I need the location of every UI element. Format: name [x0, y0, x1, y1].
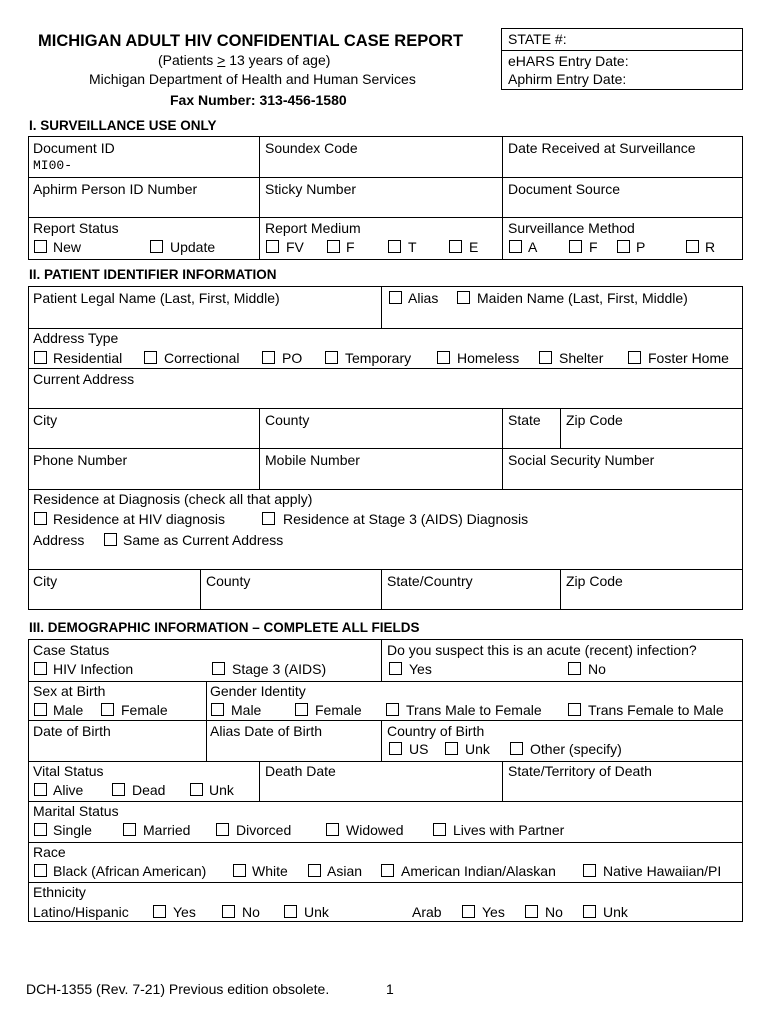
- case-status-hiv-label: HIV Infection: [53, 661, 134, 677]
- divider: [28, 328, 743, 329]
- surveillance-method-f-label: F: [589, 239, 598, 255]
- aphirm-person-id-label: Aphirm Person ID Number: [33, 181, 198, 197]
- same-as-current-address-label: Same as Current Address: [123, 532, 284, 548]
- report-medium-fv-label: FV: [286, 239, 304, 255]
- report-medium-e-label: E: [469, 239, 479, 255]
- latino-no-label: No: [242, 904, 260, 920]
- acute-no-label: No: [588, 661, 606, 677]
- divider: [28, 448, 743, 449]
- country-of-birth-label: Country of Birth: [387, 723, 485, 739]
- divider: [28, 681, 743, 682]
- birth-country-us-label: US: [409, 741, 429, 757]
- mobile-number-label: Mobile Number: [265, 452, 360, 468]
- divider: [28, 489, 743, 490]
- case-status-label: Case Status: [33, 642, 110, 658]
- divider: [28, 720, 743, 721]
- race-asian-checkbox[interactable]: [308, 864, 321, 877]
- divider: [28, 408, 743, 409]
- death-date-label: Death Date: [265, 763, 336, 779]
- divider: [502, 448, 503, 489]
- soundex-code-label: Soundex Code: [265, 140, 358, 156]
- birth-country-unk-checkbox[interactable]: [445, 742, 458, 755]
- report-status-new-label: New: [53, 239, 82, 255]
- divider: [502, 761, 503, 801]
- form-subtitle: (Patients > 13 years of age): [158, 52, 331, 68]
- divider: [381, 639, 382, 681]
- race-asian-label: Asian: [327, 863, 363, 879]
- county-label: County: [265, 412, 310, 428]
- form-footer-id: DCH-1355 (Rev. 7-21) Previous edition obsolete.: [26, 981, 330, 997]
- acute-yes-checkbox[interactable]: [389, 662, 402, 675]
- maiden-name-label: Maiden Name (Last, First, Middle): [477, 290, 688, 306]
- divider: [28, 177, 743, 178]
- address-type-residential-label: Residential: [53, 350, 123, 366]
- vital-unk-checkbox[interactable]: [190, 783, 203, 796]
- address-type-homeless-label: Homeless: [457, 350, 520, 366]
- sex-male-label: Male: [53, 702, 84, 718]
- divider: [28, 801, 743, 802]
- latino-unk-label: Unk: [304, 904, 329, 920]
- divider: [259, 448, 260, 489]
- birth-country-other-label: Other (specify): [530, 741, 622, 757]
- address-type-label: Address Type: [33, 330, 119, 346]
- current-address-label: Current Address: [33, 371, 135, 387]
- race-white-label: White: [252, 863, 288, 879]
- divider: [560, 408, 561, 448]
- race-aian-checkbox[interactable]: [381, 864, 394, 877]
- divider: [502, 136, 503, 260]
- address-type-po-label: PO: [282, 350, 303, 366]
- section-iii-heading: III. DEMOGRAPHIC INFORMATION – COMPLETE ALL FIELDS: [29, 620, 420, 635]
- address-type-temporary-label: Temporary: [345, 350, 412, 366]
- race-label: Race: [33, 844, 66, 860]
- divider: [501, 50, 743, 51]
- address-type-foster-home-checkbox[interactable]: [628, 351, 641, 364]
- arab-label: Arab: [412, 904, 442, 920]
- gender-trans-mtf-label: Trans Male to Female: [406, 702, 542, 718]
- residence-hiv-dx-checkbox[interactable]: [34, 512, 47, 525]
- marital-single-label: Single: [53, 822, 92, 838]
- marital-widowed-label: Widowed: [346, 822, 404, 838]
- marital-married-checkbox[interactable]: [123, 823, 136, 836]
- surveillance-method-f-checkbox[interactable]: [569, 240, 582, 253]
- address-type-residential-checkbox[interactable]: [34, 351, 47, 364]
- alias-checkbox[interactable]: [389, 291, 402, 304]
- divider: [259, 761, 260, 801]
- state-label: State: [508, 412, 541, 428]
- birth-country-us-checkbox[interactable]: [389, 742, 402, 755]
- vital-alive-checkbox[interactable]: [34, 783, 47, 796]
- divider: [560, 569, 561, 610]
- vital-alive-label: Alive: [53, 782, 84, 798]
- report-medium-e-checkbox[interactable]: [449, 240, 462, 253]
- latino-yes-label: Yes: [173, 904, 196, 920]
- divider: [200, 569, 201, 610]
- sex-male-checkbox[interactable]: [34, 703, 47, 716]
- divider: [259, 408, 260, 448]
- surveillance-method-r-checkbox[interactable]: [686, 240, 699, 253]
- section-i-heading: I. SURVEILLANCE USE ONLY: [29, 118, 217, 133]
- document-id-value[interactable]: MI00-: [33, 158, 73, 173]
- marital-partner-checkbox[interactable]: [433, 823, 446, 836]
- maiden-name-checkbox[interactable]: [457, 291, 470, 304]
- document-source-label: Document Source: [508, 181, 621, 197]
- ethnicity-label: Ethnicity: [33, 884, 86, 900]
- race-black-label: Black (African American): [53, 863, 207, 879]
- sticky-number-label: Sticky Number: [265, 181, 357, 197]
- surveillance-method-p-checkbox[interactable]: [617, 240, 630, 253]
- surveillance-method-label: Surveillance Method: [508, 220, 635, 236]
- race-nhpi-checkbox[interactable]: [583, 864, 596, 877]
- date-received-label: Date Received at Surveillance: [508, 140, 696, 156]
- dx-county-label: County: [206, 573, 251, 589]
- report-medium-fv-checkbox[interactable]: [266, 240, 279, 253]
- report-medium-f-label: F: [346, 239, 355, 255]
- divider: [381, 569, 382, 610]
- acute-infection-question: Do you suspect this is an acute (recent) infection?: [387, 642, 697, 658]
- race-black-checkbox[interactable]: [34, 864, 47, 877]
- patient-legal-name-label: Patient Legal Name (Last, First, Middle): [33, 290, 280, 306]
- marital-divorced-label: Divorced: [236, 822, 292, 838]
- sex-at-birth-label: Sex at Birth: [33, 683, 106, 699]
- residence-hiv-dx-label: Residence at HIV diagnosis: [53, 511, 225, 527]
- gender-trans-mtf-checkbox[interactable]: [386, 703, 399, 716]
- report-medium-f-checkbox[interactable]: [327, 240, 340, 253]
- city-label: City: [33, 412, 58, 428]
- race-white-checkbox[interactable]: [233, 864, 246, 877]
- gender-male-checkbox[interactable]: [211, 703, 224, 716]
- acute-no-checkbox[interactable]: [568, 662, 581, 675]
- race-nhpi-label: Native Hawaiian/PI: [603, 863, 722, 879]
- form-title: MICHIGAN ADULT HIV CONFIDENTIAL CASE REPORT: [38, 32, 464, 50]
- latino-yes-checkbox[interactable]: [153, 905, 166, 918]
- dx-state-country-label: State/Country: [387, 573, 473, 589]
- report-medium-label: Report Medium: [265, 220, 361, 236]
- report-status-update-checkbox[interactable]: [150, 240, 163, 253]
- latino-no-checkbox[interactable]: [222, 905, 235, 918]
- alias-date-of-birth-label: Alias Date of Birth: [210, 723, 323, 739]
- latino-hispanic-label: Latino/Hispanic: [33, 904, 129, 920]
- surveillance-method-a-label: A: [528, 239, 538, 255]
- marital-status-label: Marital Status: [33, 803, 119, 819]
- address-type-temporary-checkbox[interactable]: [325, 351, 338, 364]
- dx-zip-code-label: Zip Code: [566, 573, 623, 589]
- residence-stage3-dx-label: Residence at Stage 3 (AIDS) Diagnosis: [283, 511, 529, 527]
- latino-unk-checkbox[interactable]: [284, 905, 297, 918]
- sex-female-label: Female: [121, 702, 168, 718]
- gender-trans-ftm-label: Trans Female to Male: [588, 702, 724, 718]
- report-status-label: Report Status: [33, 220, 119, 236]
- date-of-birth-label: Date of Birth: [33, 723, 111, 739]
- report-medium-t-label: T: [408, 239, 417, 255]
- death-state-label: State/Territory of Death: [508, 763, 652, 779]
- document-id-label: Document ID: [33, 140, 115, 156]
- vital-dead-checkbox[interactable]: [112, 783, 125, 796]
- divider: [28, 569, 743, 570]
- birth-country-other-checkbox[interactable]: [510, 742, 523, 755]
- aphirm-entry-date-label: Aphirm Entry Date:: [508, 71, 627, 87]
- marital-single-checkbox[interactable]: [34, 823, 47, 836]
- arab-unk-checkbox[interactable]: [583, 905, 596, 918]
- marital-partner-label: Lives with Partner: [453, 822, 565, 838]
- divider: [206, 681, 207, 761]
- surveillance-method-r-label: R: [705, 239, 716, 255]
- case-status-hiv-checkbox[interactable]: [34, 662, 47, 675]
- dx-address-label: Address: [33, 532, 85, 548]
- section-ii-heading: II. PATIENT IDENTIFIER INFORMATION: [29, 267, 277, 282]
- department-name: Michigan Department of Health and Human Services: [89, 71, 416, 87]
- vital-unk-label: Unk: [209, 782, 234, 798]
- surveillance-method-a-checkbox[interactable]: [509, 240, 522, 253]
- marital-widowed-checkbox[interactable]: [326, 823, 339, 836]
- page-number: 1: [386, 981, 394, 997]
- gender-female-label: Female: [315, 702, 362, 718]
- surveillance-method-p-label: P: [636, 239, 646, 255]
- gender-trans-ftm-checkbox[interactable]: [568, 703, 581, 716]
- sex-female-checkbox[interactable]: [101, 703, 114, 716]
- case-status-stage3-label: Stage 3 (AIDS): [232, 661, 327, 677]
- marital-married-label: Married: [143, 822, 191, 838]
- divider: [28, 882, 743, 883]
- divider: [28, 217, 743, 218]
- divider: [28, 761, 743, 762]
- arab-yes-label: Yes: [482, 904, 505, 920]
- address-type-shelter-label: Shelter: [559, 350, 604, 366]
- report-status-update-label: Update: [170, 239, 216, 255]
- divider: [28, 842, 743, 843]
- gender-male-label: Male: [231, 702, 262, 718]
- acute-yes-label: Yes: [409, 661, 432, 677]
- race-aian-label: American Indian/Alaskan: [401, 863, 556, 879]
- divider: [502, 408, 503, 448]
- state-number-label: STATE #:: [508, 31, 567, 47]
- arab-yes-checkbox[interactable]: [462, 905, 475, 918]
- divider: [259, 136, 260, 260]
- divider: [28, 368, 743, 369]
- birth-country-unk-label: Unk: [465, 741, 490, 757]
- zip-code-label: Zip Code: [566, 412, 623, 428]
- ehars-entry-date-label: eHARS Entry Date:: [508, 53, 629, 69]
- residence-at-diagnosis-label: Residence at Diagnosis (check all that apply): [33, 491, 313, 507]
- arab-no-checkbox[interactable]: [525, 905, 538, 918]
- arab-no-label: No: [545, 904, 563, 920]
- gender-identity-label: Gender Identity: [210, 683, 306, 699]
- phone-number-label: Phone Number: [33, 452, 128, 468]
- address-type-po-checkbox[interactable]: [262, 351, 275, 364]
- residence-stage3-dx-checkbox[interactable]: [262, 512, 275, 525]
- report-status-new-checkbox[interactable]: [34, 240, 47, 253]
- address-type-homeless-checkbox[interactable]: [437, 351, 450, 364]
- divider: [381, 286, 382, 328]
- address-type-foster-home-label: Foster Home: [648, 350, 729, 366]
- dx-city-label: City: [33, 573, 58, 589]
- marital-divorced-checkbox[interactable]: [216, 823, 229, 836]
- same-as-current-address-checkbox[interactable]: [104, 533, 117, 546]
- vital-status-label: Vital Status: [33, 763, 104, 779]
- address-type-correctional-label: Correctional: [164, 350, 240, 366]
- arab-unk-label: Unk: [603, 904, 628, 920]
- report-medium-t-checkbox[interactable]: [388, 240, 401, 253]
- case-status-stage3-checkbox[interactable]: [212, 662, 225, 675]
- gender-female-checkbox[interactable]: [295, 703, 308, 716]
- fax-number: Fax Number: 313-456-1580: [170, 92, 347, 108]
- divider: [381, 720, 382, 761]
- ssn-label: Social Security Number: [508, 452, 655, 468]
- address-type-shelter-checkbox[interactable]: [539, 351, 552, 364]
- address-type-correctional-checkbox[interactable]: [144, 351, 157, 364]
- alias-label: Alias: [408, 290, 439, 306]
- vital-dead-label: Dead: [132, 782, 166, 798]
